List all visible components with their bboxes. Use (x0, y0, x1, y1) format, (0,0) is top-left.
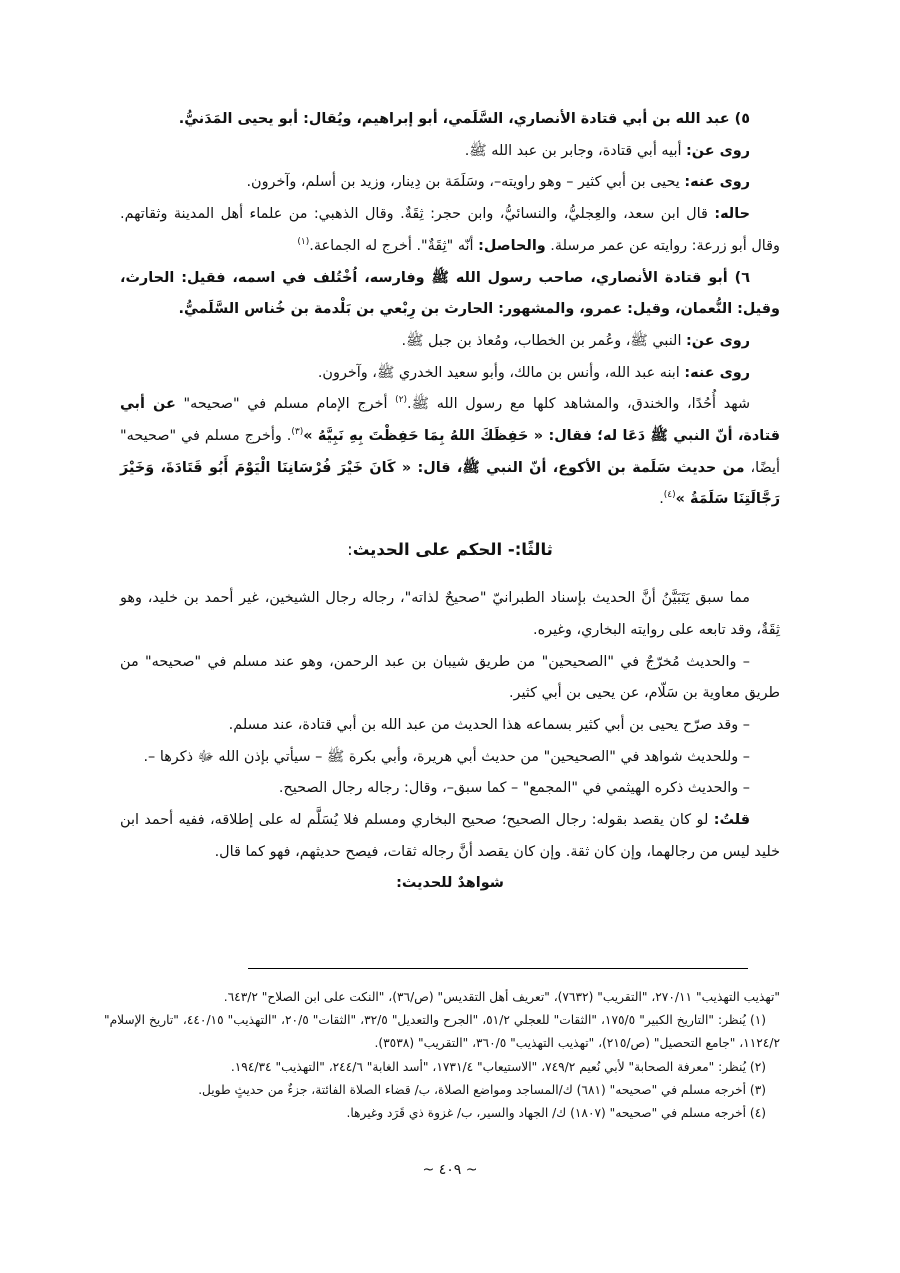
footnote-ref-1: (١) (297, 237, 310, 248)
footnote-ref-4: (٤) (663, 490, 676, 501)
footnotes (104, 986, 780, 1125)
narrator-6-narrated-by: روى عنه: ابنه عبد الله، وأنس بن مالك، وأبو سعيد الخدري ﷺ، وآخرون. (317, 364, 750, 381)
narrator-5-heading: ٥) عبد الله بن أبي قتادة الأنصاري، السَّلَمي، أبو إبراهيم، ويُقال: أبو يحيى المَدَنيُّ. (178, 111, 750, 127)
footnote-2: (٢) يُنظر: "معرفة الصحابة" لأبي نُعيم ٧٤٩/٢، "الاستيعاب" ١٧٣١/٤، "أسد الغابة" ٢٤٤/٦، "التهذيب" ١٩٤/٣٤. (230, 1059, 766, 1074)
narrator-6-heading: ٦) أبو قتادة الأنصاري، صاحب رسول الله ﷺ وفارسه، اُخْتُلف في اسمه، فقيل: الحارث، وقيل: النُّعمان، وقيل: عمرو، والمشهور: الحارث بن رِبْعي بن بَلْدمة بن خُناس السَّلَميُّ. (120, 269, 780, 318)
ruling-paragraph: مما سبق يَتَبَيَّنُ أنَّ الحديث بإسناد الطبرانيّ "صحيحٌ لذاته"، رجاله رجال الشيخين، غير أحمد بن خليد، وهو ثِقَةٌ، وقد تابعه على روايته البخاري، وغيره. (120, 590, 780, 638)
footnote-divider (248, 968, 748, 969)
footnote-1: (١) يُنظر: "التاريخ الكبير" ١٧٥/٥، "الثقات" للعجلي ٥١/٢، "الجرح والتعديل" ٣٢/٥، "الثقات" ٢٠/٥، "التهذيب" ٤٤٠/١٥، "تاريخ الإسلام" ١١٢٤/٢، "جامع التحصيل" (ص/٢١٥)، "تهذيب التهذيب" ٣٦٠/٥، "التقريب" (٣٥٣٨). (104, 1013, 780, 1051)
ruling-point-1: – والحديث مُخرّجٌ في "الصحيحين" من طريق شيبان بن عبد الرحمن، وهو عند مسلم في "صحيحه" من طريق معاوية بن سَلّام، عن يحيى بن أبي كثير. (120, 653, 780, 702)
narrator-5-status: حاله: قال ابن سعد، والعِجليُّ، والنسائيُّ، وابن حجر: ثِقَةٌ. وقال الذهبي: من علماء أهل المدينة وثقاتهم. وقال أبو زرعة: روايته عن عمر مرسلة. والحاصل: أنّه "ثِقَةٌ". أخرج له الجماعة.$^{(١)}$ (120, 206, 780, 254)
narrator-6-narrated-from: روى عن: النبي ﷺ، وعُمر بن الخطاب، ومُعاذ بن جبل ﷺ. (401, 332, 750, 349)
ruling-point-3: – وللحديث شواهد في "الصحيحين" من حديث أبي هريرة، وأبي بكرة ﷺ – سيأتي بإذن الله ﷻ ذكرها –. (143, 748, 750, 765)
narrator-5-narrated-from: روى عن: أبيه أبي قتادة، وجابر بن عبد الله ﷺ. (464, 142, 750, 159)
footnote-ref-2: (٢) (395, 395, 408, 406)
footnote-4: (٤) أخرجه مسلم في "صحيحه" (١٨٠٧) ك/ الجهاد والسير، ب/ غزوة ذي قَرَد وغيرها. (346, 1106, 766, 1121)
ruling-point-4: – والحديث ذكره الهيثمي في "المجمع" – كما سبق–، وقال: رجاله رجال الصحيح. (278, 780, 750, 797)
author-comment: قلتُ: لو كان يقصد بقوله: رجال الصحيح؛ صحيح البخاري ومسلم فلا يُسَلَّم له على إطلاقه، ففيه أحمد ابن خليد ليس من رجالهما، وإن كان ثقة. وإن كان يقصد أنَّ رجاله ثقات، فيصح حديثهم، فهو كما قال. (120, 812, 780, 860)
footnote-continuation: "تهذيب التهذيب" ٢٧٠/١١، "التقريب" (٧٦٣٢)، "تعريف أهل التقديس" (ص/٣٦)، "النكت على ابن الصلاح" ٦٤٣/٢. (223, 990, 780, 1004)
footnote-3: (٣) أخرجه مسلم في "صحيحه" (٦٨١) ك/المساجد ومواضع الصلاة، ب/ قضاء الصلاة الفائتة، جزءٌ من حديثٍ طويل. (198, 1082, 766, 1097)
page-number: ~ ٤٠٩ ~ (422, 1162, 478, 1178)
narrator-6-biography: شهد أُحُدًا، والخندق، والمشاهد كلها مع رسول الله ﷺ.$^{(٢)}$ أخرج الإمام مسلم في "صحيحه" عن أبي قتادة، أنّ النبي ﷺ دَعَا له؛ فقال: « حَفِظَكَ اللهُ بِمَا حَفِظْتَ بِهِ نَبِيَّهُ »$^{(٣)}$. وأخرج مسلم في "صحيحه" أيضًا، من حديث سَلَمة بن الأكوع، أنّ النبي ﷺ، قال: « كَانَ خَيْرَ فُرْسَانِنَا الْيَوْمَ أَبُو قَتَادَةَ، وَخَيْرَ رَجَّالَتِنَا سَلَمَةُ »$^{(٤)}$. (120, 395, 780, 508)
narrator-5-narrated-by: روى عنه: يحيى بن أبي كثير – وهو راويته–، وسَلَمَة بن دِينار، وزيد بن أسلم، وآخرون. (246, 174, 750, 191)
footnote-ref-3: (٣) (291, 427, 304, 438)
ruling-point-2: – وقد صرّح يحيى بن أبي كثير بسماعه هذا الحديث من عبد الله بن أبي قتادة، عند مسلم. (228, 716, 750, 733)
supporting-narrations-heading: شواهدٌ للحديث: (396, 875, 504, 892)
main-text (120, 104, 780, 900)
section-heading-ruling: ثالثًا:- الحكم على الحديث: (347, 539, 553, 559)
